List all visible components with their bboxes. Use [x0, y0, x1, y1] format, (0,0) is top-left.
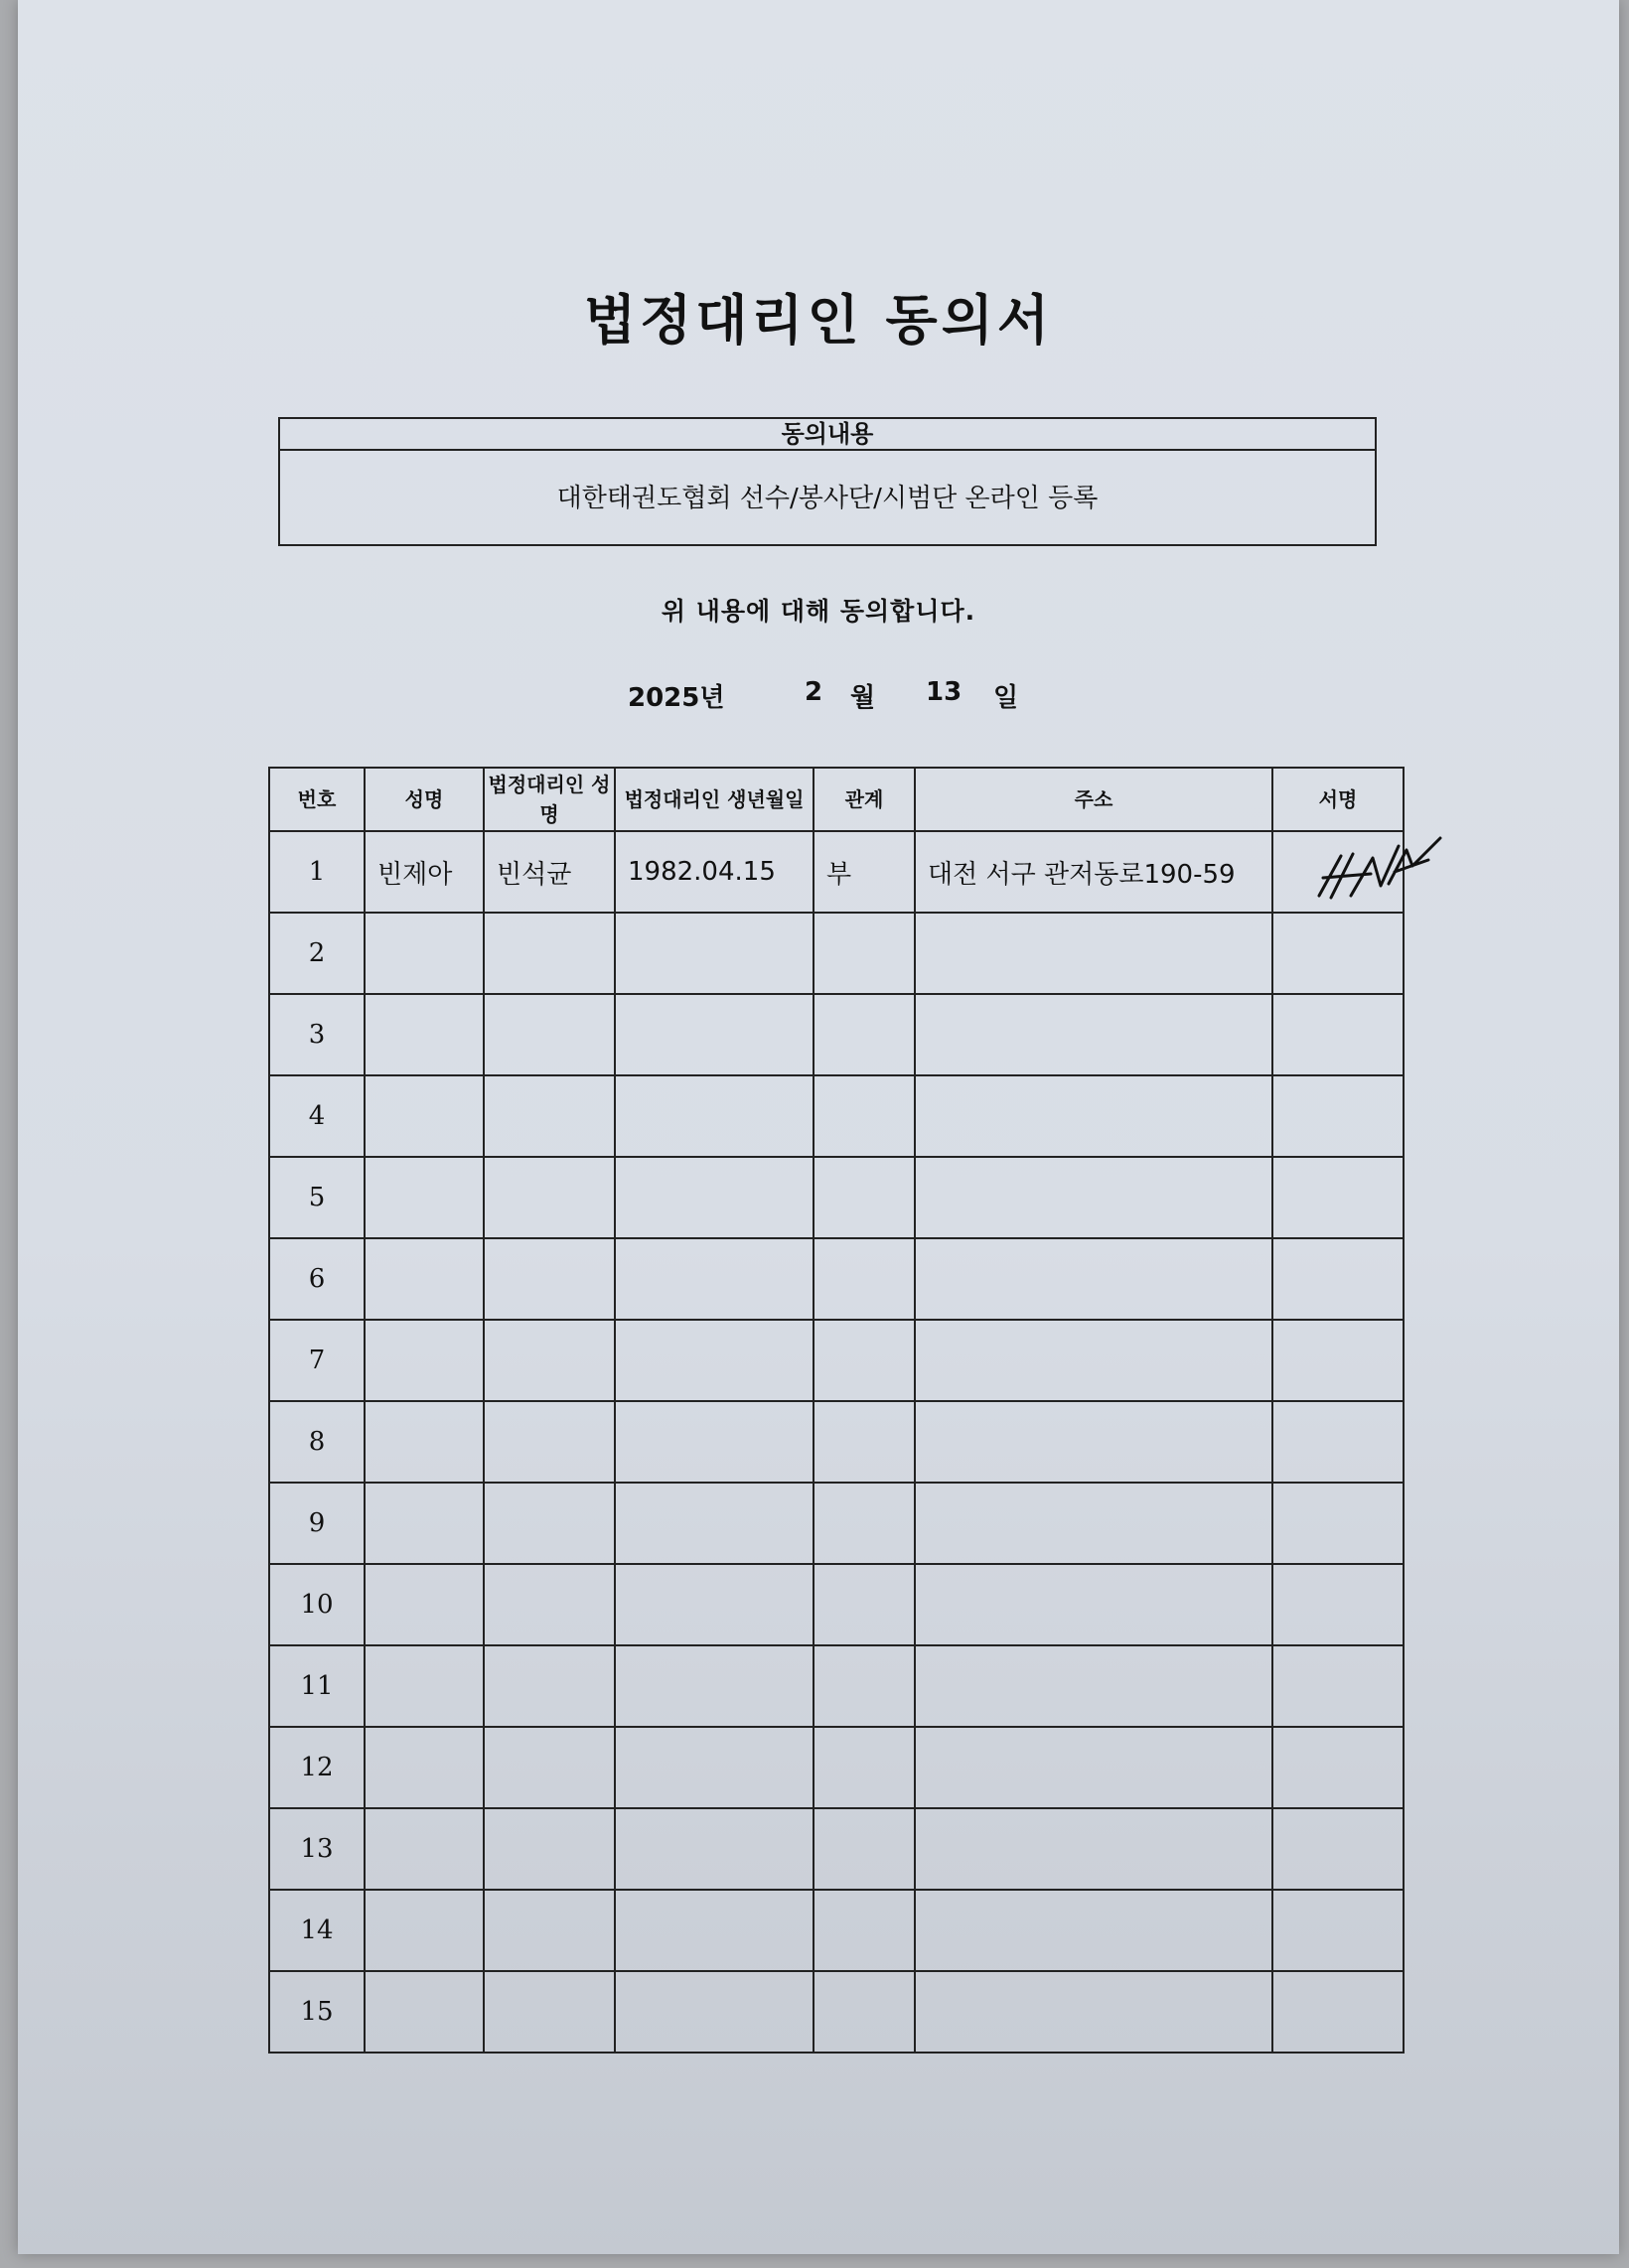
- table-row: [269, 831, 1404, 913]
- cell-guardian-name: [484, 1727, 615, 1808]
- cell-guardian-name: 빈석균: [484, 831, 615, 913]
- table-row: [269, 1075, 1404, 1157]
- cell-address: [915, 1075, 1272, 1157]
- table-row: [269, 1890, 1404, 1971]
- cell-name: [365, 1890, 484, 1971]
- cell-guardian-name: [484, 1645, 615, 1727]
- document-page: [18, 0, 1619, 2254]
- cell-number: 5: [269, 1157, 365, 1238]
- consent-box: [278, 417, 1377, 546]
- cell-guardian-birthdate: [615, 994, 814, 1075]
- cell-relation: [814, 1727, 915, 1808]
- handwritten-signature-icon: [1311, 826, 1450, 916]
- cell-signature: [1272, 1075, 1404, 1157]
- cell-number: 11: [269, 1645, 365, 1727]
- cell-guardian-birthdate: [615, 1808, 814, 1890]
- cell-name: [365, 1320, 484, 1401]
- cell-guardian-birthdate: [615, 1645, 814, 1727]
- cell-guardian-name: [484, 1564, 615, 1645]
- table-row: [269, 1401, 1404, 1483]
- header-address: 주소: [915, 768, 1272, 831]
- cell-name: 빈제아: [365, 831, 484, 913]
- cell-number: 2: [269, 913, 365, 994]
- guardian-table: [268, 767, 1405, 2054]
- header-signature: 서명: [1272, 768, 1404, 831]
- cell-address: [915, 1727, 1272, 1808]
- table-header-row: [269, 768, 1404, 831]
- cell-relation: [814, 994, 915, 1075]
- cell-guardian-name: [484, 1157, 615, 1238]
- cell-guardian-birthdate: [615, 1320, 814, 1401]
- cell-signature: [1272, 1157, 1404, 1238]
- cell-relation: [814, 1971, 915, 2053]
- cell-name: [365, 994, 484, 1075]
- cell-guardian-name: [484, 1890, 615, 1971]
- cell-name: [365, 1157, 484, 1238]
- cell-address: [915, 994, 1272, 1075]
- cell-guardian-name: [484, 913, 615, 994]
- cell-number: 12: [269, 1727, 365, 1808]
- table-row: [269, 1645, 1404, 1727]
- cell-address: [915, 1320, 1272, 1401]
- date-day-number: 13: [926, 677, 963, 707]
- table-row: [269, 1157, 1404, 1238]
- header-guardian-name: 법정대리인 성명: [484, 768, 615, 831]
- table-row: [269, 1971, 1404, 2053]
- cell-relation: [814, 1483, 915, 1564]
- cell-guardian-name: [484, 1808, 615, 1890]
- cell-address: 대전 서구 관저동로190-59: [915, 831, 1272, 913]
- cell-number: 14: [269, 1890, 365, 1971]
- cell-relation: [814, 1320, 915, 1401]
- cell-guardian-name: [484, 1971, 615, 2053]
- table-row: [269, 1238, 1404, 1320]
- cell-guardian-birthdate: [615, 1971, 814, 2053]
- table-row: [269, 1320, 1404, 1401]
- cell-number: 8: [269, 1401, 365, 1483]
- cell-relation: [814, 1401, 915, 1483]
- table-row: [269, 913, 1404, 994]
- document-title: 법정대리인 동의서: [583, 289, 1054, 352]
- cell-name: [365, 1808, 484, 1890]
- cell-number: 13: [269, 1808, 365, 1890]
- cell-address: [915, 1890, 1272, 1971]
- cell-name: [365, 1238, 484, 1320]
- cell-address: [915, 1808, 1272, 1890]
- table-row: [269, 1727, 1404, 1808]
- cell-guardian-name: [484, 1320, 615, 1401]
- cell-relation: [814, 913, 915, 994]
- cell-guardian-name: [484, 994, 615, 1075]
- cell-name: [365, 1645, 484, 1727]
- cell-address: [915, 1645, 1272, 1727]
- cell-guardian-birthdate: [615, 913, 814, 994]
- cell-address: [915, 1157, 1272, 1238]
- cell-name: [365, 1401, 484, 1483]
- cell-signature: [1272, 1401, 1404, 1483]
- cell-relation: 부: [814, 831, 915, 913]
- cell-address: [915, 1238, 1272, 1320]
- cell-signature: [1272, 1890, 1404, 1971]
- cell-number: 10: [269, 1564, 365, 1645]
- cell-address: [915, 1564, 1272, 1645]
- consent-header: 동의내용: [280, 419, 1375, 451]
- cell-signature: [1272, 1727, 1404, 1808]
- cell-number: 15: [269, 1971, 365, 2053]
- cell-address: [915, 1971, 1272, 2053]
- cell-number: 6: [269, 1238, 365, 1320]
- date-year: 2025년: [628, 683, 725, 713]
- cell-relation: [814, 1075, 915, 1157]
- cell-address: [915, 1401, 1272, 1483]
- cell-guardian-name: [484, 1075, 615, 1157]
- cell-signature: [1272, 1645, 1404, 1727]
- cell-address: [915, 913, 1272, 994]
- header-number: 번호: [269, 768, 365, 831]
- cell-number: 9: [269, 1483, 365, 1564]
- header-relation: 관계: [814, 768, 915, 831]
- agreement-line: 위 내용에 대해 동의합니다.: [661, 597, 976, 626]
- cell-signature: [1272, 1564, 1404, 1645]
- date-day-label: 일: [993, 683, 1019, 713]
- consent-body: 대한태권도협회 선수/봉사단/시범단 온라인 등록: [556, 484, 1099, 513]
- cell-number: 4: [269, 1075, 365, 1157]
- cell-relation: [814, 1238, 915, 1320]
- cell-relation: [814, 1645, 915, 1727]
- header-name: 성명: [365, 768, 484, 831]
- header-guardian-birthdate: 법정대리인 생년월일: [615, 768, 814, 831]
- cell-number: 1: [269, 831, 365, 913]
- date-month-number: 2: [805, 677, 823, 707]
- cell-name: [365, 1564, 484, 1645]
- cell-guardian-birthdate: [615, 1157, 814, 1238]
- table-row: [269, 1564, 1404, 1645]
- cell-guardian-birthdate: [615, 1401, 814, 1483]
- cell-guardian-birthdate: 1982.04.15: [615, 831, 814, 913]
- cell-guardian-birthdate: [615, 1238, 814, 1320]
- date-month-label: 월: [850, 683, 876, 713]
- cell-signature: [1272, 1483, 1404, 1564]
- cell-address: [915, 1483, 1272, 1564]
- cell-name: [365, 1483, 484, 1564]
- cell-guardian-birthdate: [615, 1564, 814, 1645]
- cell-signature: [1272, 1971, 1404, 2053]
- table-row: [269, 1808, 1404, 1890]
- cell-name: [365, 1971, 484, 2053]
- cell-signature: [1272, 1808, 1404, 1890]
- cell-relation: [814, 1564, 915, 1645]
- cell-guardian-name: [484, 1483, 615, 1564]
- cell-name: [365, 913, 484, 994]
- cell-signature: [1272, 1238, 1404, 1320]
- cell-number: 3: [269, 994, 365, 1075]
- cell-guardian-birthdate: [615, 1483, 814, 1564]
- cell-relation: [814, 1157, 915, 1238]
- cell-relation: [814, 1808, 915, 1890]
- cell-signature: [1272, 994, 1404, 1075]
- cell-guardian-birthdate: [615, 1727, 814, 1808]
- cell-guardian-birthdate: [615, 1890, 814, 1971]
- cell-signature: [1272, 913, 1404, 994]
- cell-signature: [1272, 1320, 1404, 1401]
- table-row: [269, 1483, 1404, 1564]
- cell-number: 7: [269, 1320, 365, 1401]
- cell-name: [365, 1727, 484, 1808]
- cell-relation: [814, 1890, 915, 1971]
- cell-guardian-name: [484, 1238, 615, 1320]
- cell-guardian-birthdate: [615, 1075, 814, 1157]
- table-row: [269, 994, 1404, 1075]
- cell-name: [365, 1075, 484, 1157]
- cell-guardian-name: [484, 1401, 615, 1483]
